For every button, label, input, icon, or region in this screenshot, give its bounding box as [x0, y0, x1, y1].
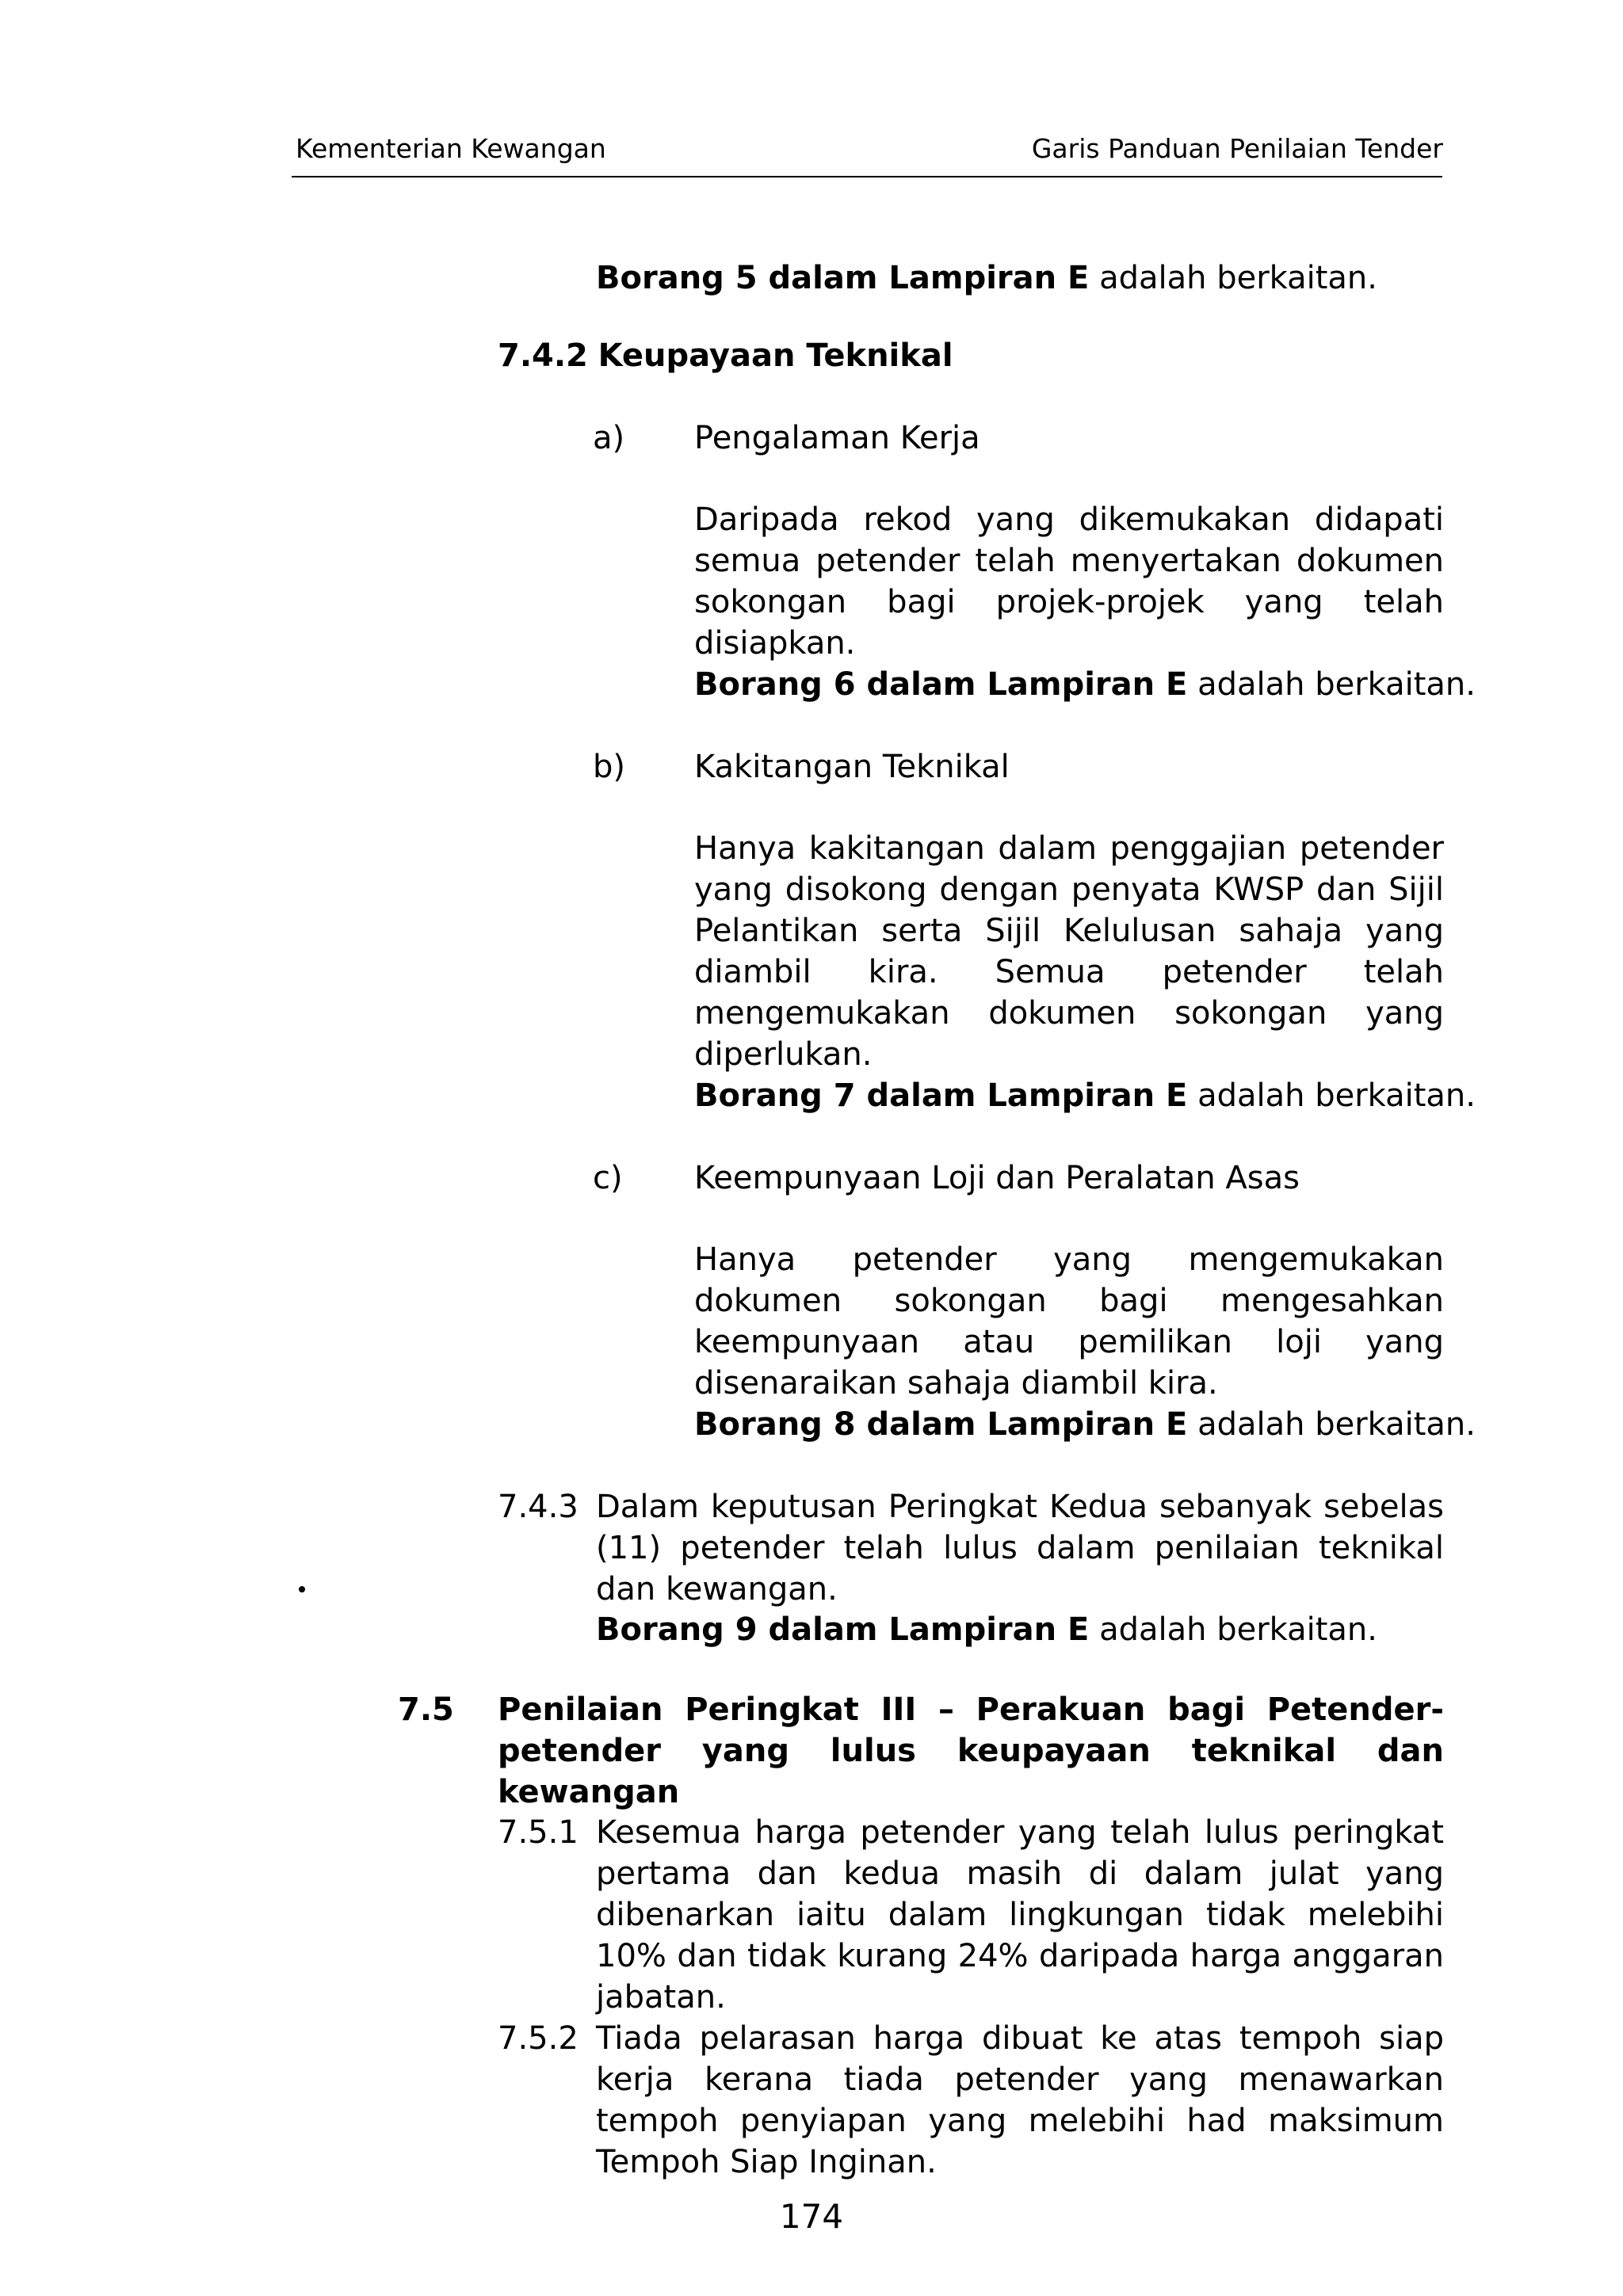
- reference-line-borang-8: [694, 1404, 1476, 1445]
- page-number: 174: [779, 2197, 844, 2236]
- section-number-7-5: 7.5: [398, 1691, 454, 1728]
- reference-line-borang-7: [694, 1075, 1476, 1116]
- header-doc-title: Garis Panduan Penilaian Tender: [1031, 133, 1443, 164]
- section-body-7-5-2: Tiada pelarasan harga dibuat ke atas tempoh siap kerja kerana tiada petender yang menawarkan tempoh penyiapan yang melebihi had maksimum Tempoh Siap Inginan.: [596, 2020, 1444, 2180]
- stray-mark: [299, 1586, 305, 1592]
- header-divider: [292, 176, 1442, 177]
- item-marker-b: b): [593, 749, 625, 785]
- reference-rest: adalah berkaitan.: [1089, 1611, 1377, 1648]
- reference-line-borang-5: [596, 257, 1377, 299]
- reference-rest: adalah berkaitan.: [1187, 1406, 1476, 1443]
- reference-bold: Borang 7 dalam Lampiran E: [694, 1077, 1188, 1114]
- item-title-a: Pengalaman Kerja: [694, 420, 980, 456]
- header-ministry: Kementerian Kewangan: [296, 133, 606, 164]
- reference-bold: Borang 9 dalam Lampiran E: [596, 1611, 1090, 1648]
- item-marker-c: c): [593, 1160, 623, 1196]
- item-title-b: Kakitangan Teknikal: [694, 749, 1010, 785]
- item-marker-a: a): [593, 420, 625, 456]
- section-number-7-5-1: 7.5.1: [498, 1814, 579, 1851]
- reference-line-borang-6: [694, 664, 1476, 705]
- item-body-c: Hanya petender yang mengemukakan dokumen sokongan bagi mengesahkan keempunyaan atau pemilikan loji yang disenaraikan sahaja diambil kira.: [694, 1241, 1444, 1402]
- reference-rest: adalah berkaitan.: [1089, 260, 1377, 296]
- item-body-b: Hanya kakitangan dalam penggajian petender yang disokong dengan penyata KWSP dan Sijil Pelantikan serta Sijil Kelulusan sahaja yang diambil kira. Semua petender telah mengemukakan dokumen sokongan yang diperlukan.: [694, 830, 1444, 1073]
- section-number-7-5-2: 7.5.2: [498, 2020, 579, 2057]
- reference-rest: adalah berkaitan.: [1187, 1077, 1476, 1114]
- reference-bold: Borang 8 dalam Lampiran E: [694, 1406, 1188, 1443]
- reference-rest: adalah berkaitan.: [1187, 666, 1476, 703]
- item-body-a: Daripada rekod yang dikemukakan didapati semua petender telah menyertakan dokumen sokongan bagi projek-projek yang telah disiapkan.: [694, 502, 1444, 662]
- reference-bold: Borang 6 dalam Lampiran E: [694, 666, 1188, 703]
- section-number: 7.4.2: [498, 338, 588, 374]
- section-body-7-4-3: Dalam keputusan Peringkat Kedua sebanyak sebelas (11) petender telah lulus dalam penilaian teknikal dan kewangan.: [596, 1489, 1444, 1608]
- section-body-7-5-1: Kesemua harga petender yang telah lulus peringkat pertama dan kedua masih di dalam julat yang dibenarkan iaitu dalam lingkungan tidak melebihi 10% dan tidak kurang 24% daripada harga anggaran jabatan.: [596, 1814, 1444, 2016]
- section-title-7-5: Penilaian Peringkat III – Perakuan bagi Petender-petender yang lulus keupayaan teknikal dan kewangan: [498, 1691, 1444, 1810]
- reference-line-borang-9: [596, 1609, 1377, 1650]
- item-title-c: Keempunyaan Loji dan Peralatan Asas: [694, 1160, 1300, 1196]
- section-title: Keupayaan Teknikal: [598, 338, 953, 374]
- section-number-7-4-3: 7.4.3: [498, 1489, 579, 1525]
- reference-bold: Borang 5 dalam Lampiran E: [596, 260, 1090, 296]
- section-heading-7-4-2: [498, 335, 953, 376]
